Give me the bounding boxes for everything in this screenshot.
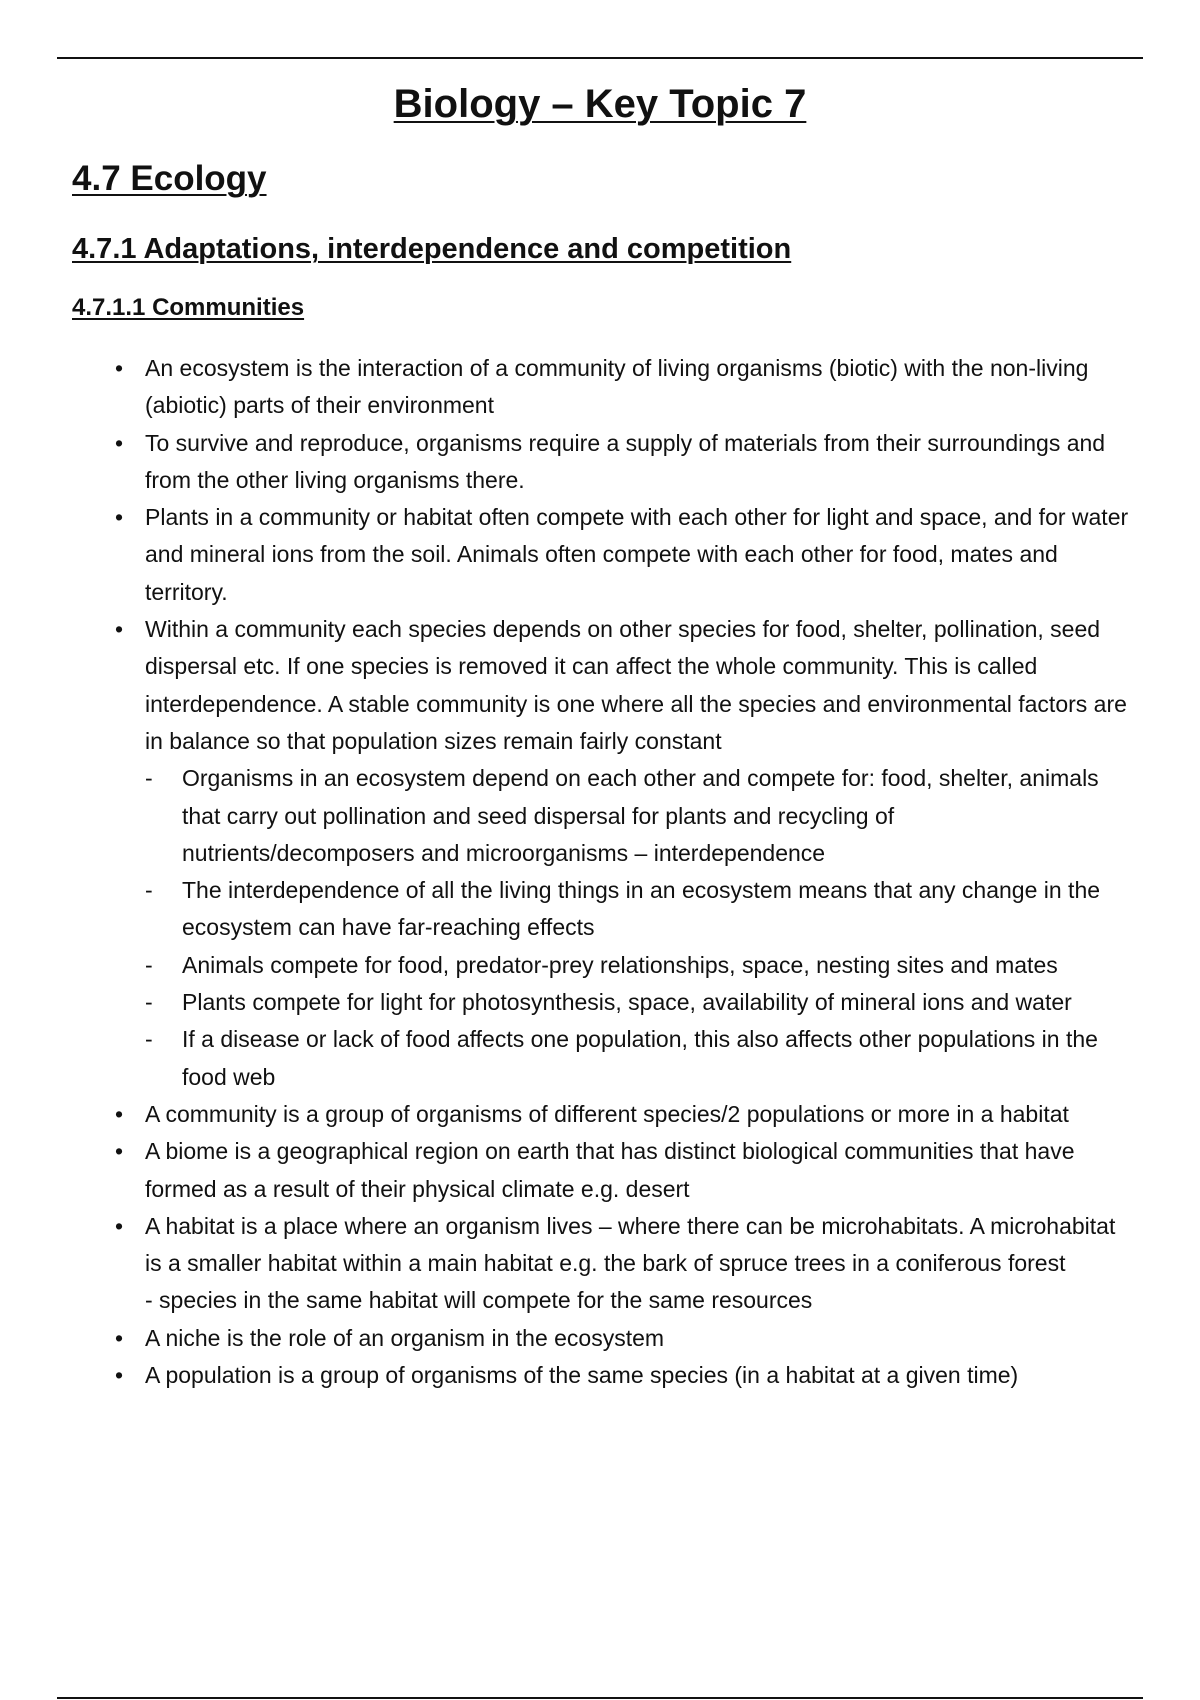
habitat-note: - species in the same habitat will compete for the same resources [145,1287,813,1314]
list-item-text: A habitat is a place where an organism lives – where there can be microhabitats. A microhabitat is a smaller habitat within a main habitat e.g. the bark of spruce trees in a coniferous forest [145,1212,1116,1277]
list-item-text: A niche is the role of an organism in the ecosystem [145,1324,665,1351]
heading-ecology: 4.7 Ecology [72,159,267,198]
sub-list-item [100,760,1130,872]
list-item-text: A community is a group of organisms of different species/2 populations or more in a habitat [145,1100,1069,1127]
bullet-marker: • [114,1324,124,1351]
list-item-text: A biome is a geographical region on earth that has distinct biological communities that have formed as a result of their physical climate e.g. desert [145,1138,1075,1202]
list-item [100,1320,1130,1357]
heading-adaptations: 4.7.1 Adaptations, interdependence and competition [72,233,792,265]
bullet-marker: • [114,504,124,531]
bullet-marker: • [114,355,124,381]
list-item-text: An ecosystem is the interaction of a community of living organisms (biotic) with the non-living (abiotic) parts of their environment [145,355,1089,419]
dash-marker: - [145,1026,153,1053]
dash-marker: - [145,877,153,904]
bottom-rule [57,1697,1143,1699]
list-item-text: Within a community each species depends on other species for food, shelter, pollination, seed dispersal etc. If one species is removed it can affect the whole community. This is called interdependence. A stable community is one where all the species and environmental factors are in balance so that population sizes remain fairly constant [145,616,1127,754]
sub-list-item [100,1021,1130,1096]
list-item [100,425,1130,500]
sub-list-item [100,984,1130,1021]
sub-list-item-text: If a disease or lack of food affects one population, this also affects other populations in the food web [182,1026,1098,1090]
dash-marker: - [145,951,153,978]
bullet-marker: • [114,1212,124,1239]
top-rule [57,57,1143,59]
bullet-marker: • [114,616,124,643]
notes-body [100,350,1130,1394]
list-item [100,1208,1130,1283]
bullet-marker: • [114,429,124,456]
list-item-text: To survive and reproduce, organisms require a supply of materials from their surroundings and from the other living organisms there. [145,429,1106,493]
list-item [100,611,1130,760]
list-item [100,499,1130,611]
sub-list-item-text: Animals compete for food, predator-prey relationships, space, nesting sites and mates [182,951,1058,978]
bullet-marker: • [114,1100,124,1127]
dash-marker: - [145,989,153,1016]
bullet-marker: • [114,1362,124,1389]
list-item [100,1096,1130,1133]
sub-list-item [100,947,1130,984]
sub-list-item-text: Organisms in an ecosystem depend on each other and compete for: food, shelter, animals that carry out pollination and seed dispersal for plants and recycling of nutrients/decomposers and microorganisms – interdependence [182,765,1099,866]
sub-list-item-text: Plants compete for light for photosynthesis, space, availability of mineral ions and water [182,989,1072,1016]
list-item [100,1133,1130,1208]
sub-list-item [100,872,1130,947]
dash-marker: - [145,765,153,792]
list-item-text: Plants in a community or habitat often compete with each other for light and space, and for water and mineral ions from the soil. Animals often compete with each other for food, mates and territory. [145,504,1129,605]
list-item [100,350,1130,425]
heading-communities: 4.7.1.1 Communities [72,294,305,321]
list-item-text: A population is a group of organisms of the same species (in a habitat at a given time) [145,1362,1019,1389]
bullet-marker: • [114,1138,124,1165]
list-item [100,1357,1130,1394]
sub-list-item-text: The interdependence of all the living things in an ecosystem means that any change in the ecosystem can have far-reaching effects [182,877,1101,941]
document-title: Biology – Key Topic 7 [393,82,807,126]
